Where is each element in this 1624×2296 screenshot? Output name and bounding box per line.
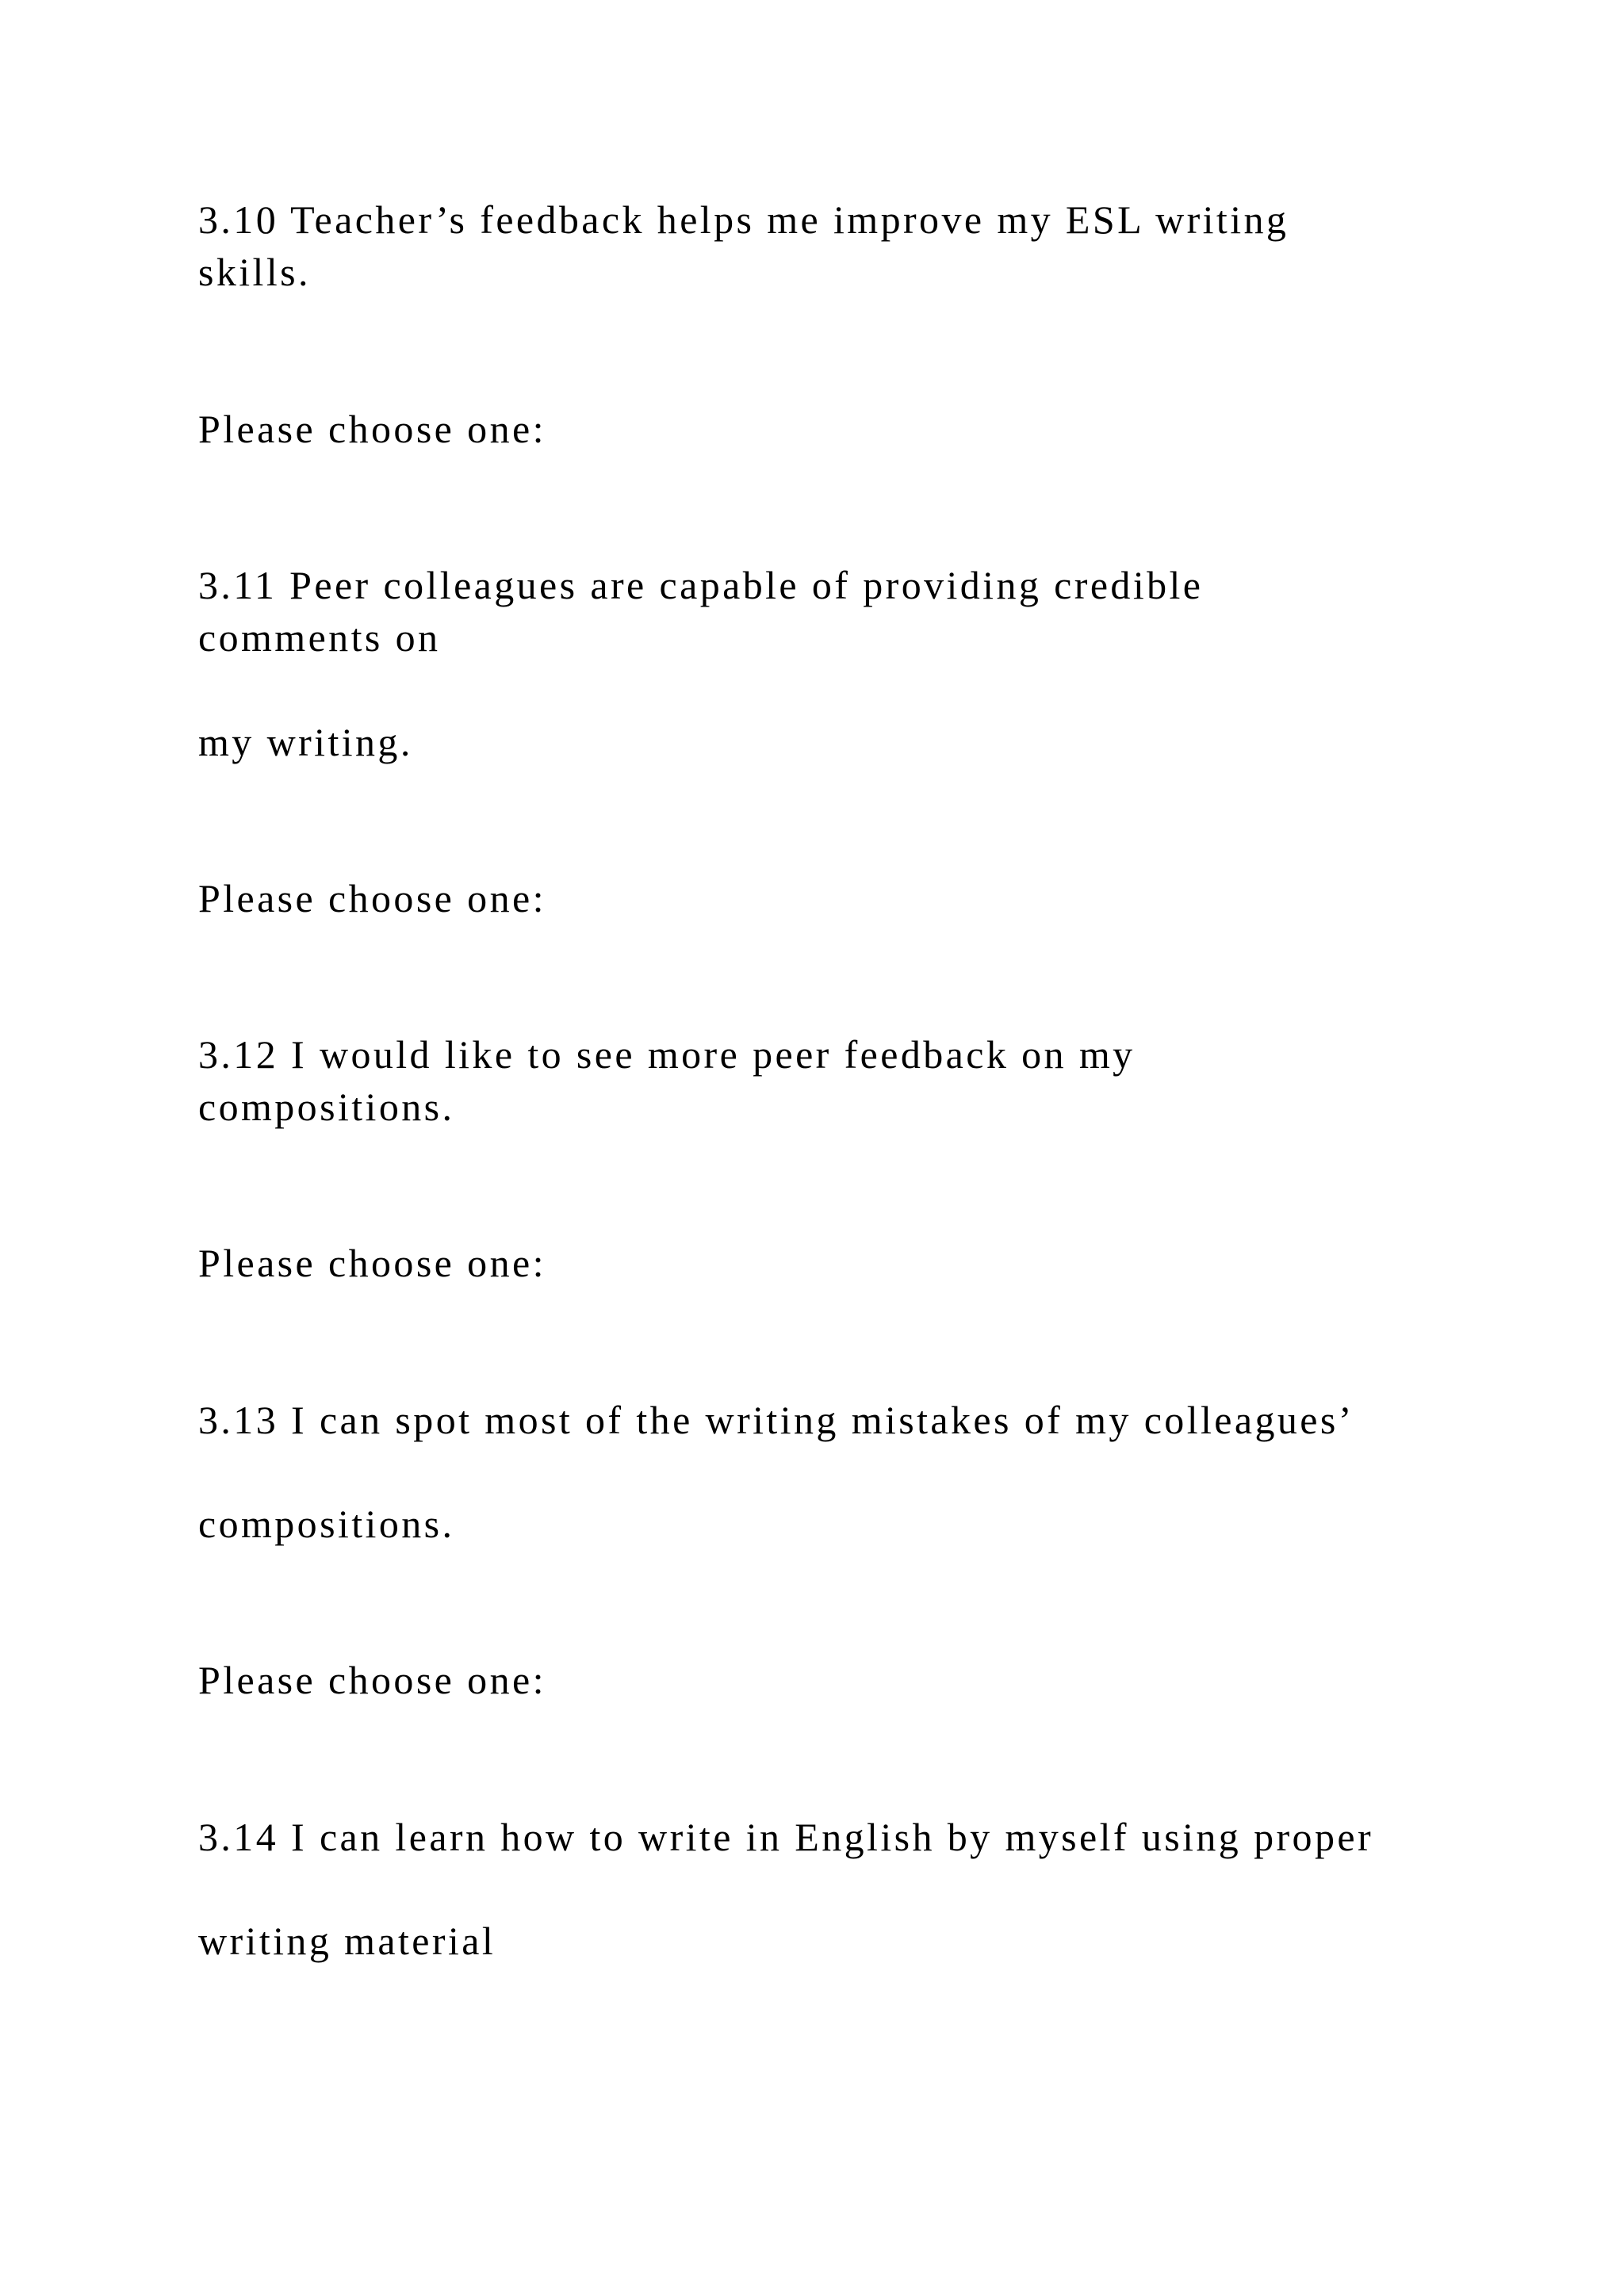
question-3-12-line-1: 3.12 I would like to see more peer feedback on my — [198, 1032, 1136, 1077]
choose-prompt-4: Please choose one: — [198, 1658, 546, 1702]
question-3-10-line-1: 3.10 Teacher’s feedback helps me improve my ESL writing — [198, 197, 1289, 242]
question-3-13-line-1: 3.13 I can spot most of the writing mistakes of my colleagues’ — [198, 1398, 1354, 1442]
question-3-11-line-3: my writing. — [198, 720, 413, 764]
question-3-13-line-2: compositions. — [198, 1502, 455, 1546]
question-3-14-line-2: writing material — [198, 1919, 496, 1963]
choose-prompt-2: Please choose one: — [198, 876, 546, 920]
question-3-11-line-1: 3.11 Peer colleagues are capable of providing credible — [198, 563, 1204, 607]
question-3-10-line-2: skills. — [198, 250, 311, 294]
choose-prompt-3: Please choose one: — [198, 1241, 546, 1285]
choose-prompt-1: Please choose one: — [198, 407, 546, 451]
question-3-14-line-1: 3.14 I can learn how to write in English by myself using proper — [198, 1815, 1373, 1859]
question-3-11-line-2: comments on — [198, 615, 441, 660]
question-3-12-line-2: compositions. — [198, 1085, 455, 1129]
